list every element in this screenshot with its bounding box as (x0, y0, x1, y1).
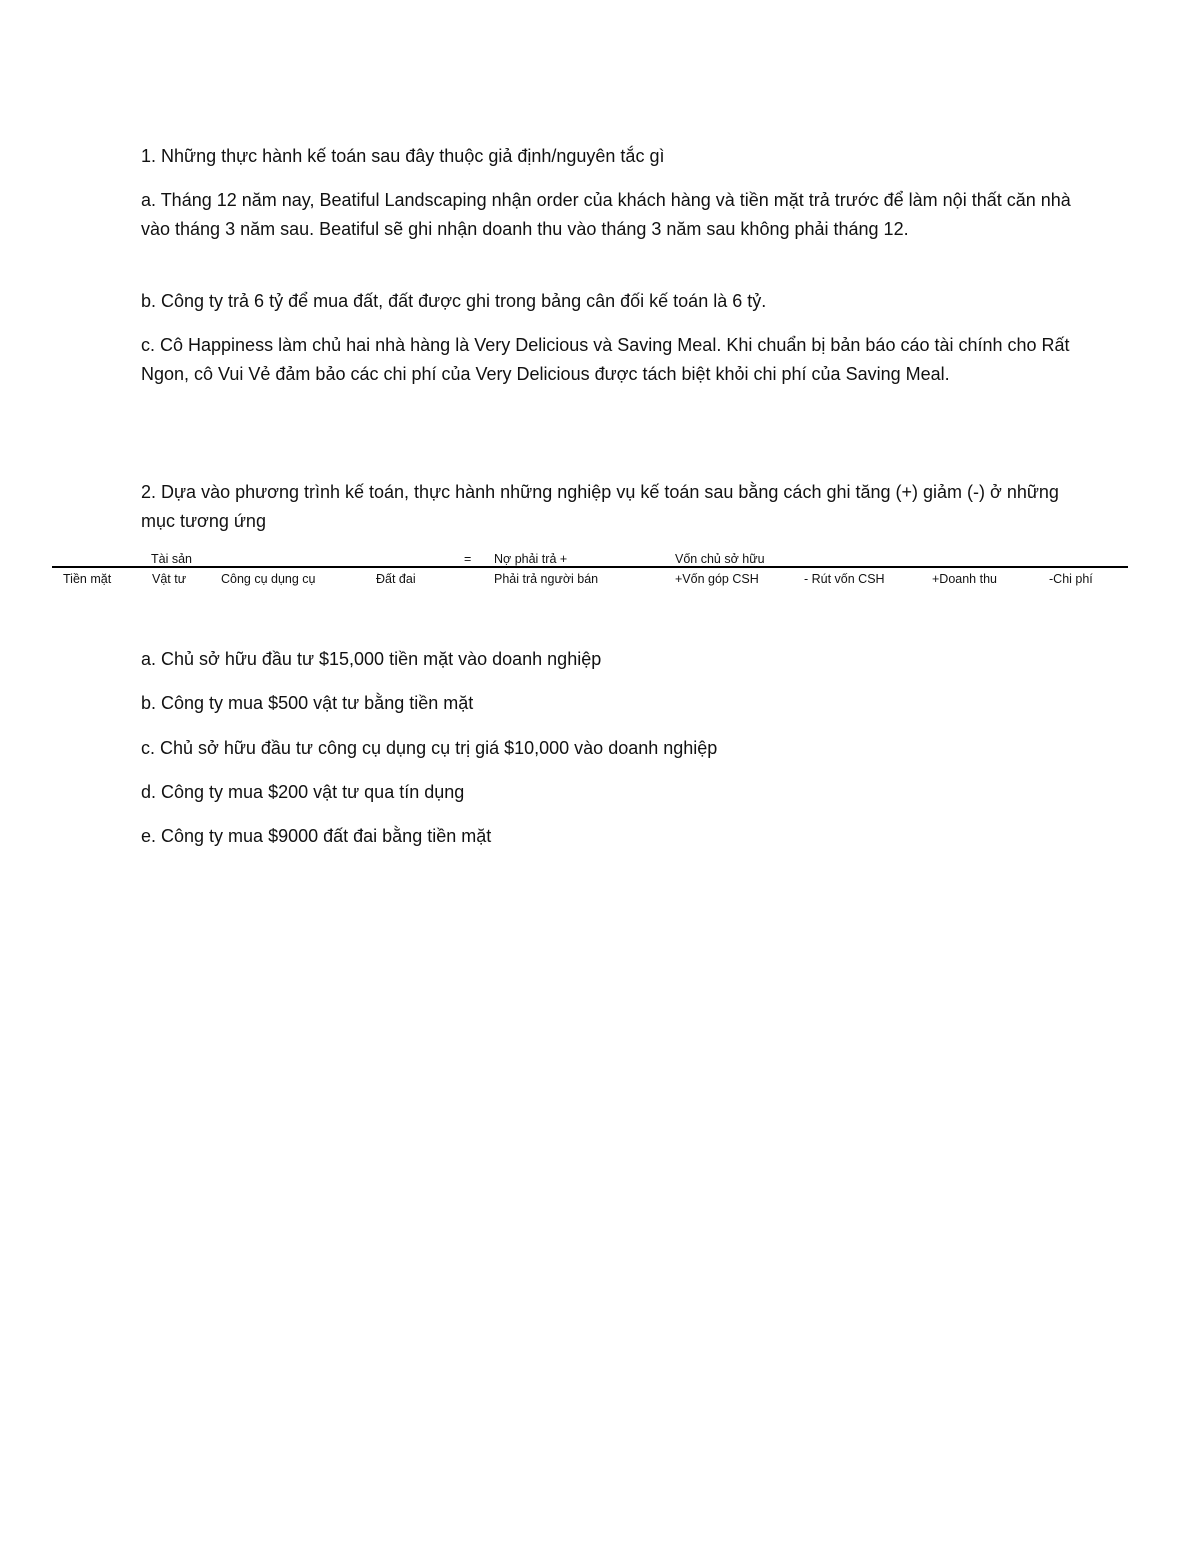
question-1-item-c: c. Cô Happiness làm chủ hai nhà hàng là Very Delicious và Saving Meal. Khi chuẩn bị bản báo cáo tài chính cho Rất Ngon, cô Vui Vẻ đảm bảo các chi phí của Very Delicious được tách biệt khỏi chi phí của Saving Meal. (141, 335, 1070, 384)
table-header-rule (52, 566, 1128, 568)
column-header-supplies: Vật tư (152, 572, 187, 586)
column-header-land: Đất đai (376, 572, 416, 586)
transaction-item-b: b. Công ty mua $500 vật tư bằng tiền mặt (141, 693, 474, 713)
question-1-item-b: b. Công ty trả 6 tỷ để mua đất, đất được ghi trong bảng cân đối kế toán là 6 tỷ. (141, 291, 767, 311)
column-header-accounts-payable: Phải trả người bán (494, 572, 599, 586)
column-header-revenue: +Doanh thu (932, 572, 997, 586)
column-header-owner-withdrawal: - Rút vốn CSH (804, 572, 885, 586)
group-header-equals: = (464, 552, 472, 566)
transaction-item-d: d. Công ty mua $200 vật tư qua tín dụng (141, 782, 465, 802)
column-header-expense: -Chi phí (1049, 572, 1093, 586)
transaction-item-c: c. Chủ sở hữu đầu tư công cụ dụng cụ trị giá $10,000 vào doanh nghiệp (141, 738, 718, 758)
column-header-owner-capital: +Vốn góp CSH (675, 572, 759, 586)
question-2-heading: 2. Dựa vào phương trình kế toán, thực hành những nghiệp vụ kế toán sau bằng cách ghi tăng (+) giảm (-) ở những mục tương ứng (141, 482, 1059, 531)
group-header-equity: Vốn chủ sở hữu (675, 552, 765, 566)
question-1-item-a: a. Tháng 12 năm nay, Beatiful Landscaping nhận order của khách hàng và tiền mặt trả trước để làm nội thất căn nhà vào tháng 3 năm sau. Beatiful sẽ ghi nhận doanh thu vào tháng 3 năm sau không phải tháng 12. (141, 190, 1071, 239)
column-header-cash: Tiền mặt (63, 572, 112, 586)
question-1-heading: 1. Những thực hành kế toán sau đây thuộc giả định/nguyên tắc gì (141, 146, 665, 166)
group-header-liabilities: Nợ phải trả + (494, 552, 568, 566)
transaction-item-a: a. Chủ sở hữu đầu tư $15,000 tiền mặt vào doanh nghiệp (141, 649, 602, 669)
group-header-assets: Tài sản (151, 552, 192, 566)
transaction-item-e: e. Công ty mua $9000 đất đai bằng tiền mặt (141, 826, 492, 846)
column-header-equipment: Công cụ dụng cụ (221, 572, 316, 586)
